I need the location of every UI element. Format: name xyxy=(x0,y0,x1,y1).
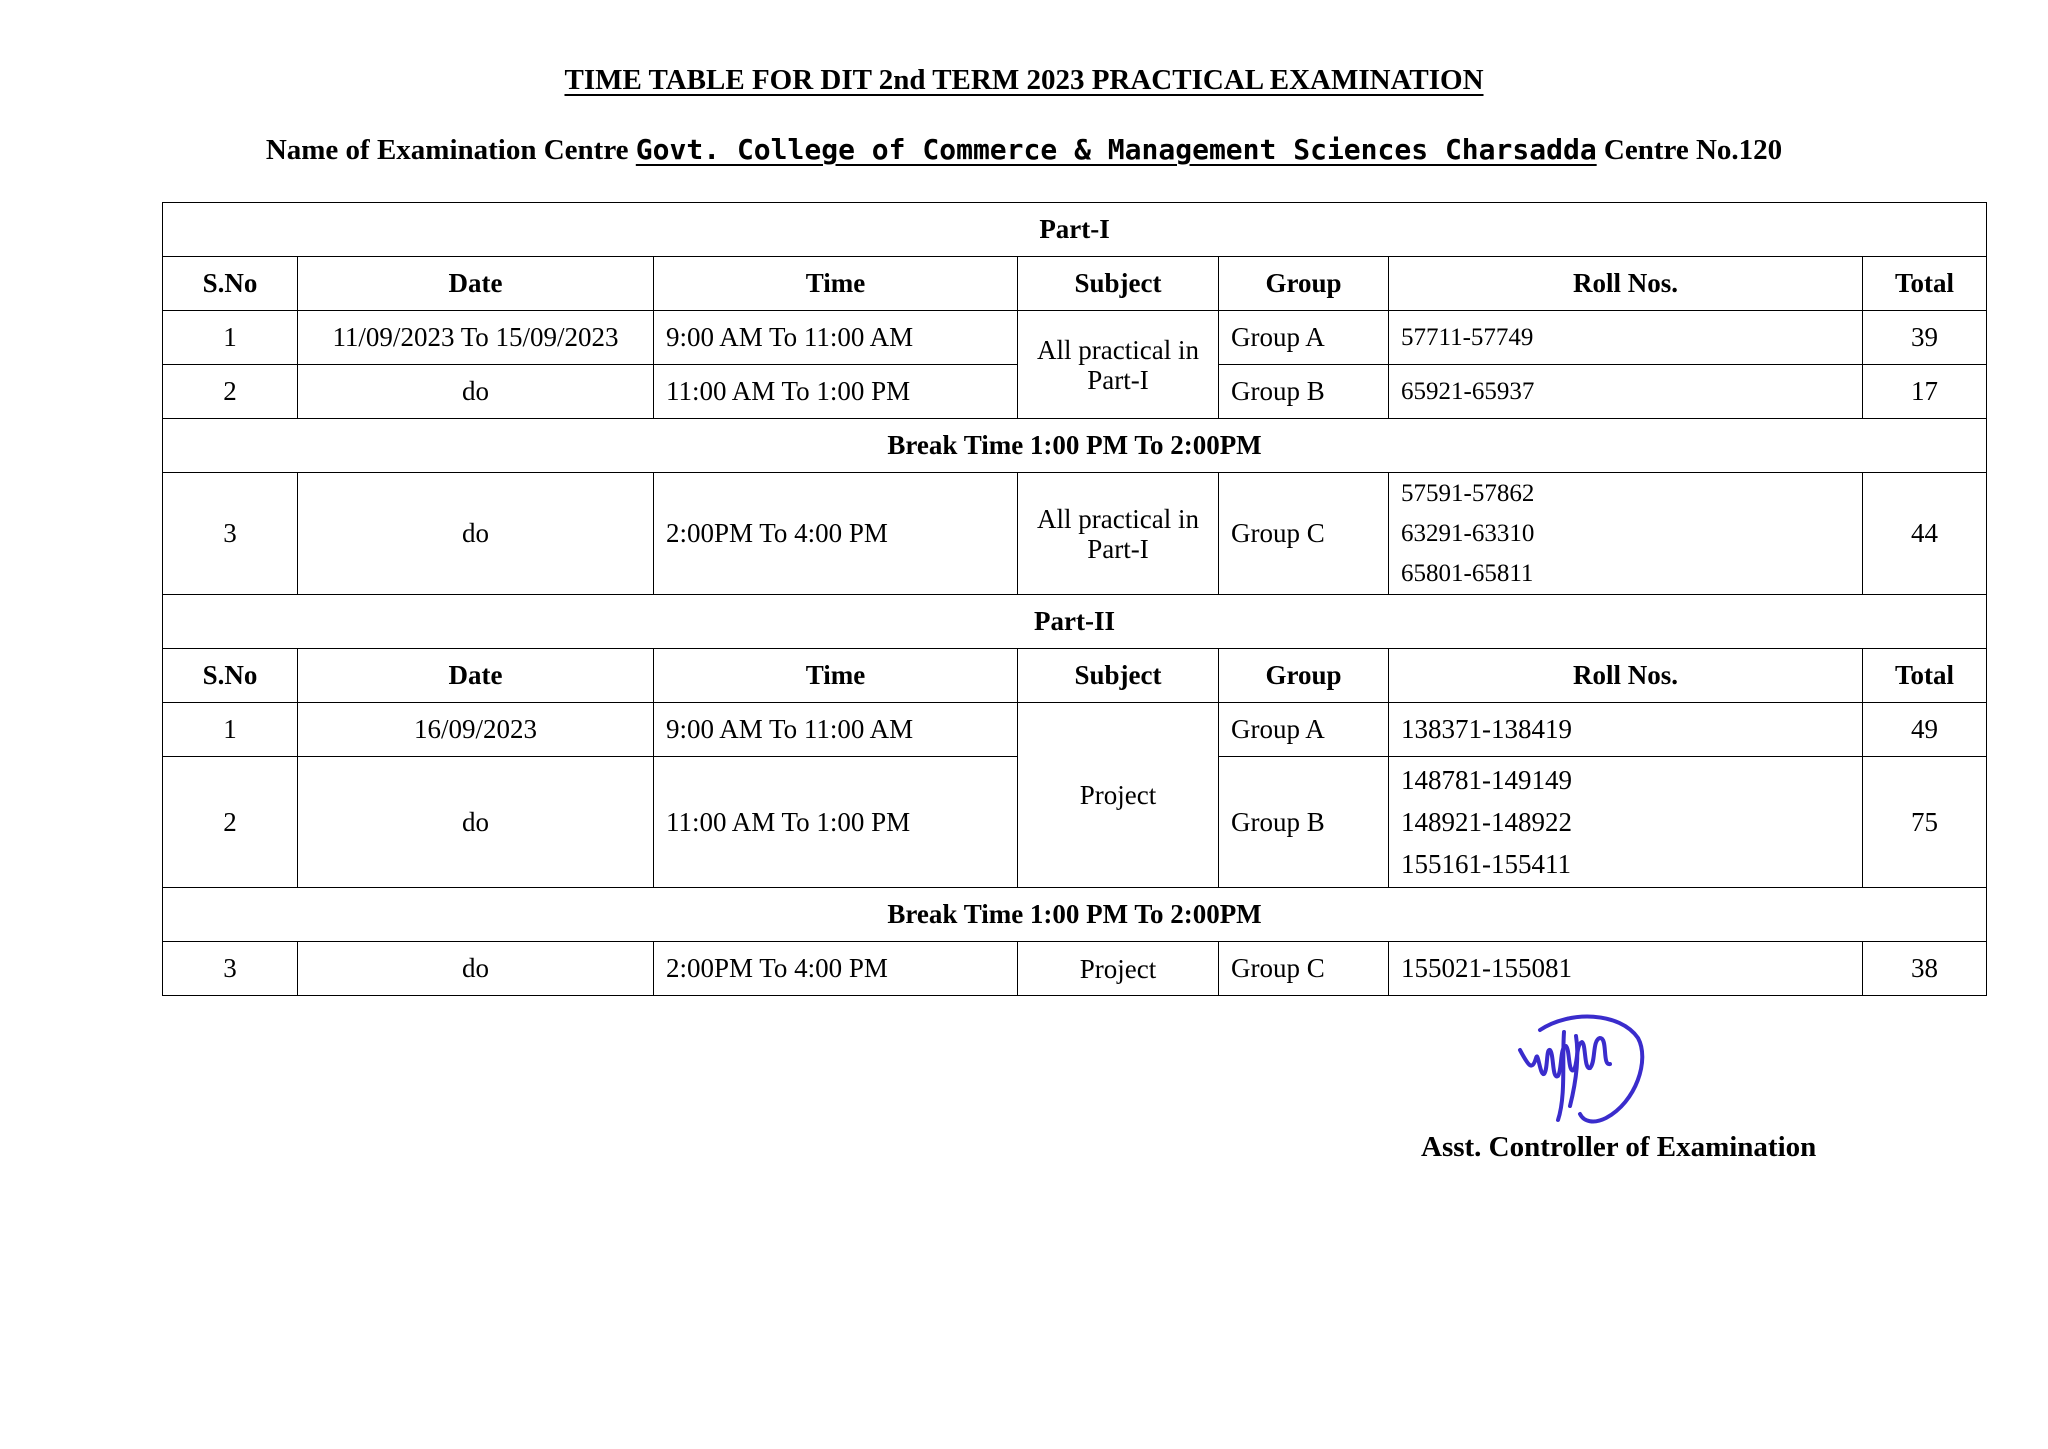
roll-nos: 57711-57749 xyxy=(1389,311,1863,365)
date: do xyxy=(298,473,654,595)
time: 9:00 AM To 11:00 AM xyxy=(654,703,1018,757)
column-header-row xyxy=(163,649,1987,703)
subject: Project xyxy=(1018,942,1219,996)
col-total: Total xyxy=(1863,649,1987,703)
centre-line xyxy=(0,133,2048,167)
col-roll-nos: Roll Nos. xyxy=(1389,649,1863,703)
total: 44 xyxy=(1863,473,1987,595)
sno: 2 xyxy=(163,757,298,888)
break-time: Break Time 1:00 PM To 2:00PM xyxy=(163,888,1987,942)
break-row xyxy=(163,888,1987,942)
sno: 3 xyxy=(163,942,298,996)
break-row xyxy=(163,419,1987,473)
table-row xyxy=(163,703,1987,757)
roll-nos: 65921-65937 xyxy=(1389,365,1863,419)
total: 17 xyxy=(1863,365,1987,419)
roll-nos: 155021-155081 xyxy=(1389,942,1863,996)
group: Group B xyxy=(1219,757,1389,888)
col-time: Time xyxy=(654,257,1018,311)
time: 9:00 AM To 11:00 AM xyxy=(654,311,1018,365)
col-date: Date xyxy=(298,649,654,703)
date: 11/09/2023 To 15/09/2023 xyxy=(298,311,654,365)
col-sno: S.No xyxy=(163,649,298,703)
centre-number: Centre No.120 xyxy=(1603,134,1783,166)
total: 75 xyxy=(1863,757,1987,888)
sno: 3 xyxy=(163,473,298,595)
part2-label: Part-II xyxy=(163,595,1987,649)
subject: All practical in Part-I xyxy=(1018,311,1219,419)
break-time: Break Time 1:00 PM To 2:00PM xyxy=(163,419,1987,473)
date: do xyxy=(298,365,654,419)
signature-icon xyxy=(1510,1010,1710,1140)
timetable xyxy=(162,202,1987,996)
roll-range: 65801-65811 xyxy=(1401,559,1534,587)
roll-nos: 138371-138419 xyxy=(1389,703,1863,757)
document-title: TIME TABLE FOR DIT 2nd TERM 2023 PRACTICAL EXAMINATION xyxy=(564,64,1484,96)
subject: All practical in Part-I xyxy=(1018,473,1219,595)
roll-range: 155161-155411 xyxy=(1401,849,1571,879)
group: Group A xyxy=(1219,703,1389,757)
date: do xyxy=(298,942,654,996)
roll-range: 57591-57862 xyxy=(1401,479,1535,507)
table-row xyxy=(163,473,1987,595)
part1-label: Part-I xyxy=(163,203,1987,257)
sno: 1 xyxy=(163,311,298,365)
col-roll-nos: Roll Nos. xyxy=(1389,257,1863,311)
time: 11:00 AM To 1:00 PM xyxy=(654,365,1018,419)
roll-nos xyxy=(1389,757,1863,888)
column-header-row xyxy=(163,257,1987,311)
subject: Project xyxy=(1018,703,1219,888)
group: Group A xyxy=(1219,311,1389,365)
total: 39 xyxy=(1863,311,1987,365)
group: Group C xyxy=(1219,473,1389,595)
col-time: Time xyxy=(654,649,1018,703)
time: 11:00 AM To 1:00 PM xyxy=(654,757,1018,888)
col-total: Total xyxy=(1863,257,1987,311)
sno: 1 xyxy=(163,703,298,757)
date: do xyxy=(298,757,654,888)
total: 38 xyxy=(1863,942,1987,996)
roll-nos xyxy=(1389,473,1863,595)
signatory-title: Asst. Controller of Examination xyxy=(1421,1131,1817,1163)
col-group: Group xyxy=(1219,649,1389,703)
col-sno: S.No xyxy=(163,257,298,311)
centre-name: Govt. College of Commerce & Management Sciences Charsadda xyxy=(635,133,1597,166)
roll-range: 148921-148922 xyxy=(1401,807,1572,837)
centre-prefix: Name of Examination Centre xyxy=(265,134,629,166)
table-row xyxy=(163,311,1987,365)
group: Group B xyxy=(1219,365,1389,419)
col-subject: Subject xyxy=(1018,257,1219,311)
roll-range: 63291-63310 xyxy=(1401,519,1535,547)
table-row xyxy=(163,942,1987,996)
sno: 2 xyxy=(163,365,298,419)
time: 2:00PM To 4:00 PM xyxy=(654,473,1018,595)
date: 16/09/2023 xyxy=(298,703,654,757)
group: Group C xyxy=(1219,942,1389,996)
total: 49 xyxy=(1863,703,1987,757)
section-header-part2 xyxy=(163,595,1987,649)
section-header-part1 xyxy=(163,203,1987,257)
roll-range: 148781-149149 xyxy=(1401,765,1572,795)
col-subject: Subject xyxy=(1018,649,1219,703)
col-date: Date xyxy=(298,257,654,311)
time: 2:00PM To 4:00 PM xyxy=(654,942,1018,996)
col-group: Group xyxy=(1219,257,1389,311)
